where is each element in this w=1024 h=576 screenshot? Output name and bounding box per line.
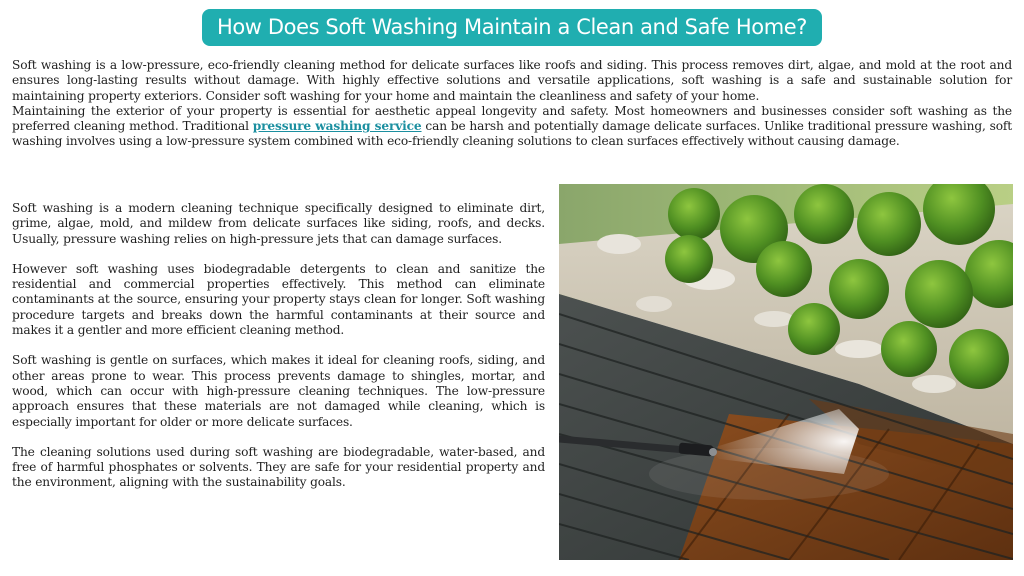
pressure-washing-deck-photo — [559, 184, 1013, 560]
intro-paragraph-2 — [12, 104, 1012, 150]
body-paragraph-4: The cleaning solutions used during soft washing are biodegradable, water-based, and free of harmful phosphates or solvents. They are safe for your residential property and the environment, aligning with the sustainability goals. — [12, 444, 545, 490]
body-paragraph-1: Soft washing is a modern cleaning technique specifically designed to eliminate dirt, grime, algae, mold, and mildew from delicate surfaces like siding, roofs, and decks. Usually, pressure washing relies on high-pressure jets that can damage surfaces. — [12, 201, 545, 246]
body-paragraph-3: Soft washing is gentle on surfaces, which makes it ideal for cleaning roofs, siding, and other areas prone to wear. This process prevents damage to shingles, mortar, and wood, which can occur with high-pressure cleaning techniques. The low-pressure approach ensures that these materials are not damaged while cleaning, which is especially important for older or more delicate surfaces. — [12, 353, 545, 429]
pressure-washing-service-link[interactable]: pressure washing service — [252, 119, 422, 134]
intro-paragraph-2-start: Maintaining the exterior of your property is essential for aesthetic appeal longevity and safety. Most homeowners and businesses consider soft washing as the preferred cleaning method. Traditional — [12, 103, 1012, 134]
intro-section — [12, 58, 1012, 150]
intro-paragraph-1: Soft washing is a low-pressure, eco-friendly cleaning method for delicate surfaces like roofs and siding. This process removes dirt, algae, and mold at the root and ensures long-lasting results without damage. With highly effective solutions and versatile applications, soft washing is a safe and sustainable solution for maintaining property exteriors. Consider soft washing for your home and maintain the cleanliness and safety of your home. — [12, 58, 1012, 103]
page-title: How Does Soft Washing Maintain a Clean and Safe Home? — [202, 9, 822, 46]
body-column — [12, 201, 545, 506]
body-paragraph-2: However soft washing uses biodegradable detergents to clean and sanitize the residential and commercial properties effectively. This method can eliminate contaminants at the source, ensuring your property stays clean for longer. Soft washing procedure targets and breaks down the harmful contaminants at their source and makes it a gentler and more efficient cleaning method. — [12, 261, 545, 338]
intro-paragraph-2-end: can be harsh and potentially damage delicate surfaces. Unlike traditional pressure washing, soft washing involves using a low-pressure system combined with eco-friendly cleaning solutions to clean surfaces effectively without causing damage. — [12, 119, 1012, 149]
